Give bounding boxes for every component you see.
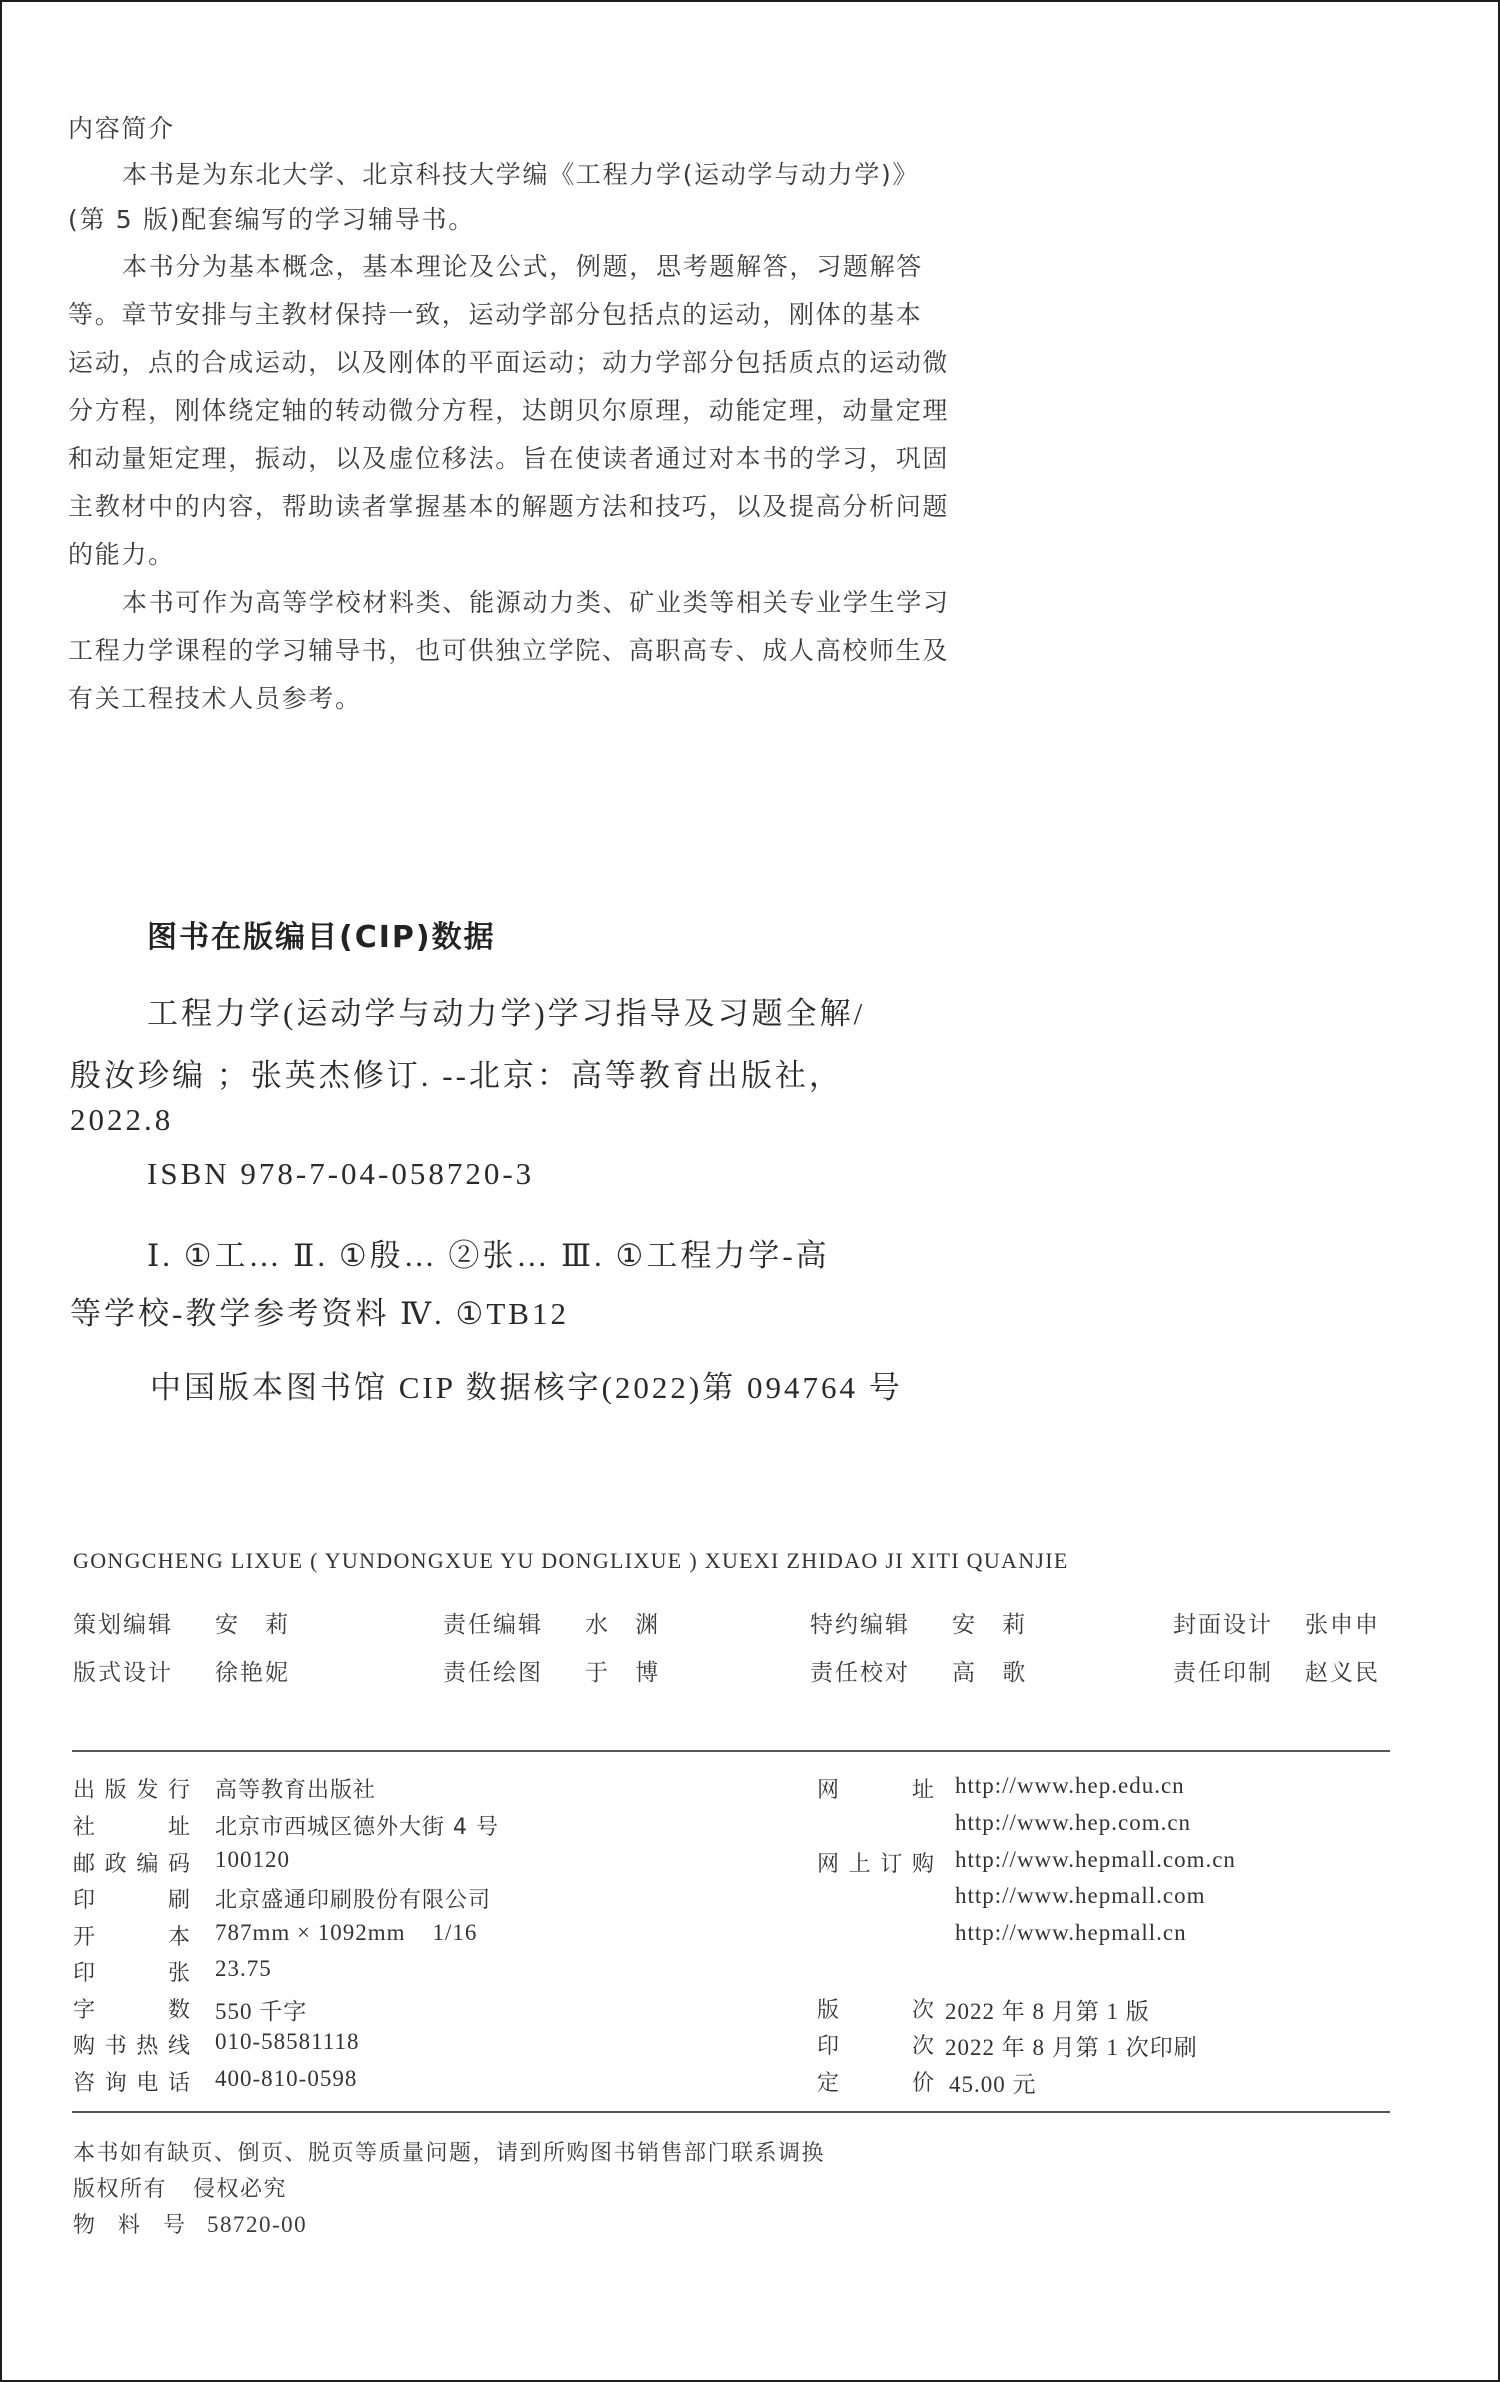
- imprint-value: 2022 年 8 月第 1 次印刷: [945, 2035, 1198, 2060]
- staff-name: 于 博: [585, 1660, 669, 1686]
- staff-entry: [1173, 1606, 1380, 1639]
- staff-name: 水 渊: [585, 1612, 669, 1638]
- imprint-label: 印张: [73, 1961, 191, 1986]
- imprint-label: 网址: [817, 1778, 935, 1803]
- imprint-value: 高等教育出版社: [215, 1778, 377, 1803]
- imprint-link[interactable]: http://www.hepmall.cn: [955, 1920, 1187, 1945]
- imprint-link[interactable]: http://www.hepmall.com.cn: [955, 1847, 1236, 1872]
- staff-role: 特约编辑: [810, 1612, 910, 1638]
- intro-line: (第 5 版)配套编写的学习辅导书。: [68, 205, 475, 234]
- staff-name: 高 歌: [952, 1660, 1036, 1686]
- intro-line: 本书是为东北大学、北京科技大学编《工程力学(运动学与动力学)》: [122, 160, 920, 189]
- staff-name: 安 莉: [215, 1612, 299, 1638]
- staff-name: 安 莉: [952, 1612, 1036, 1638]
- imprint-value: 23.75: [215, 1956, 272, 1981]
- pinyin-title: GONGCHENG LIXUE ( YUNDONGXUE YU DONGLIXUE ) XUEXI ZHIDAO JI XITI QUANJIE: [73, 1548, 1069, 1573]
- imprint-link[interactable]: http://www.hep.edu.cn: [955, 1773, 1185, 1798]
- copyright-line: [73, 2172, 287, 2203]
- intro-line: 有关工程技术人员参考。: [68, 684, 362, 713]
- intro-line: 等。章节安排与主教材保持一致，运动学部分包括点的运动，刚体的基本: [68, 300, 923, 329]
- imprint-label: 邮政编码: [73, 1852, 191, 1877]
- imprint-value: 北京市西城区德外大街 4 号: [215, 1815, 499, 1840]
- staff-name: 赵义民: [1305, 1660, 1380, 1686]
- imprint-link[interactable]: http://www.hep.com.cn: [955, 1810, 1192, 1835]
- imprint-label: 定价: [817, 2071, 935, 2096]
- imprint-value: 550 千字: [215, 1999, 308, 2024]
- imprint-label: 开本: [73, 1925, 191, 1950]
- intro-line: 的能力。: [68, 540, 175, 569]
- intro-line: 运动，点的合成运动，以及刚体的平面运动；动力学部分包括质点的运动微: [68, 348, 950, 377]
- imprint-label: 印刷: [73, 1888, 191, 1913]
- imprint-value: 2022 年 8 月第 1 版: [945, 1999, 1150, 2024]
- staff-entry: [73, 1606, 298, 1639]
- cip-date-line: 2022.8: [70, 1102, 174, 1137]
- staff-role: 版式设计: [73, 1660, 173, 1686]
- cip-isbn: ISBN 978-7-04-058720-3: [147, 1156, 535, 1191]
- imprint-value: 787mm × 1092mm 1/16: [215, 1920, 478, 1945]
- imprint-label: 网上订购: [817, 1852, 935, 1877]
- staff-name: 徐艳妮: [215, 1660, 290, 1686]
- staff-entry: [1173, 1654, 1380, 1687]
- cip-author-line: 殷汝珍编 ；张英杰修订. --北京：高等教育出版社，: [70, 1058, 843, 1093]
- cip-class-line: Ⅰ. ①工… Ⅱ. ①殷… ②张… Ⅲ. ①工程力学-高: [147, 1238, 830, 1273]
- imprint-label: 出版发行: [73, 1778, 191, 1803]
- intro-line: 工程力学课程的学习辅导书，也可供独立学院、高职高专、成人高校师生及: [68, 636, 950, 665]
- divider-rule: [72, 2111, 1390, 2113]
- imprint-label: 印次: [817, 2034, 935, 2059]
- staff-entry: [443, 1606, 668, 1639]
- intro-line: 本书可作为高等学校材料类、能源动力类、矿业类等相关专业学生学习: [122, 588, 950, 617]
- imprint-link[interactable]: http://www.hepmall.com: [955, 1883, 1206, 1908]
- intro-line: 分方程，刚体绕定轴的转动微分方程，达朗贝尔原理，动能定理，动量定理: [68, 396, 950, 425]
- staff-entry: [73, 1654, 290, 1687]
- staff-entry: [810, 1606, 1035, 1639]
- imprint-value: 400-810-0598: [215, 2066, 358, 2091]
- cip-record: 中国版本图书馆 CIP 数据核字(2022)第 094764 号: [150, 1370, 903, 1405]
- intro-heading: 内容简介: [68, 114, 175, 143]
- cip-heading: 图书在版编目(CIP)数据: [147, 920, 496, 955]
- imprint-value: 45.00 元: [949, 2072, 1037, 2097]
- staff-row: [73, 1606, 1393, 1636]
- material-label: 物 料 号: [73, 2213, 193, 2238]
- imprint-value: 100120: [215, 1847, 290, 1872]
- cip-class-line: 等学校-教学参考资料 Ⅳ. ①TB12: [70, 1296, 569, 1331]
- staff-role: 策划编辑: [73, 1612, 173, 1638]
- copyright-value: 侵权必究: [193, 2177, 288, 2202]
- imprint-label: 版次: [817, 1998, 935, 2023]
- imprint-label: 字数: [73, 1998, 191, 2023]
- imprint-label: 社址: [73, 1815, 191, 1840]
- intro-line: 本书分为基本概念，基本理论及公式，例题，思考题解答，习题解答: [122, 252, 924, 281]
- intro-line: 和动量矩定理，振动，以及虚位移法。旨在使读者通过对本书的学习，巩固: [68, 444, 950, 473]
- material-value: 58720-00: [207, 2212, 308, 2237]
- divider-rule: [72, 1750, 1390, 1752]
- staff-name: 张申申: [1305, 1612, 1380, 1638]
- cip-title-line: 工程力学(运动学与动力学)学习指导及习题全解/: [147, 996, 866, 1031]
- copyright-label: 版权所有: [73, 2177, 168, 2202]
- imprint-label: 购书热线: [73, 2034, 191, 2059]
- imprint-label: 咨询电话: [73, 2071, 191, 2096]
- imprint-value: 010-58581118: [215, 2029, 360, 2054]
- staff-role: 责任编辑: [443, 1612, 543, 1638]
- staff-role: 责任校对: [810, 1660, 910, 1686]
- staff-entry: [443, 1654, 668, 1687]
- staff-entry: [810, 1654, 1035, 1687]
- staff-role: 封面设计: [1173, 1612, 1273, 1638]
- staff-role: 责任绘图: [443, 1660, 543, 1686]
- imprint-value: 北京盛通印刷股份有限公司: [215, 1888, 492, 1913]
- intro-line: 主教材中的内容，帮助读者掌握基本的解题方法和技巧，以及提高分析问题: [68, 492, 950, 521]
- material-line: [73, 2208, 307, 2239]
- staff-role: 责任印制: [1173, 1660, 1273, 1686]
- quality-notice: 本书如有缺页、倒页、脱页等质量问题，请到所购图书销售部门联系调换: [73, 2141, 826, 2166]
- staff-row: [73, 1654, 1393, 1684]
